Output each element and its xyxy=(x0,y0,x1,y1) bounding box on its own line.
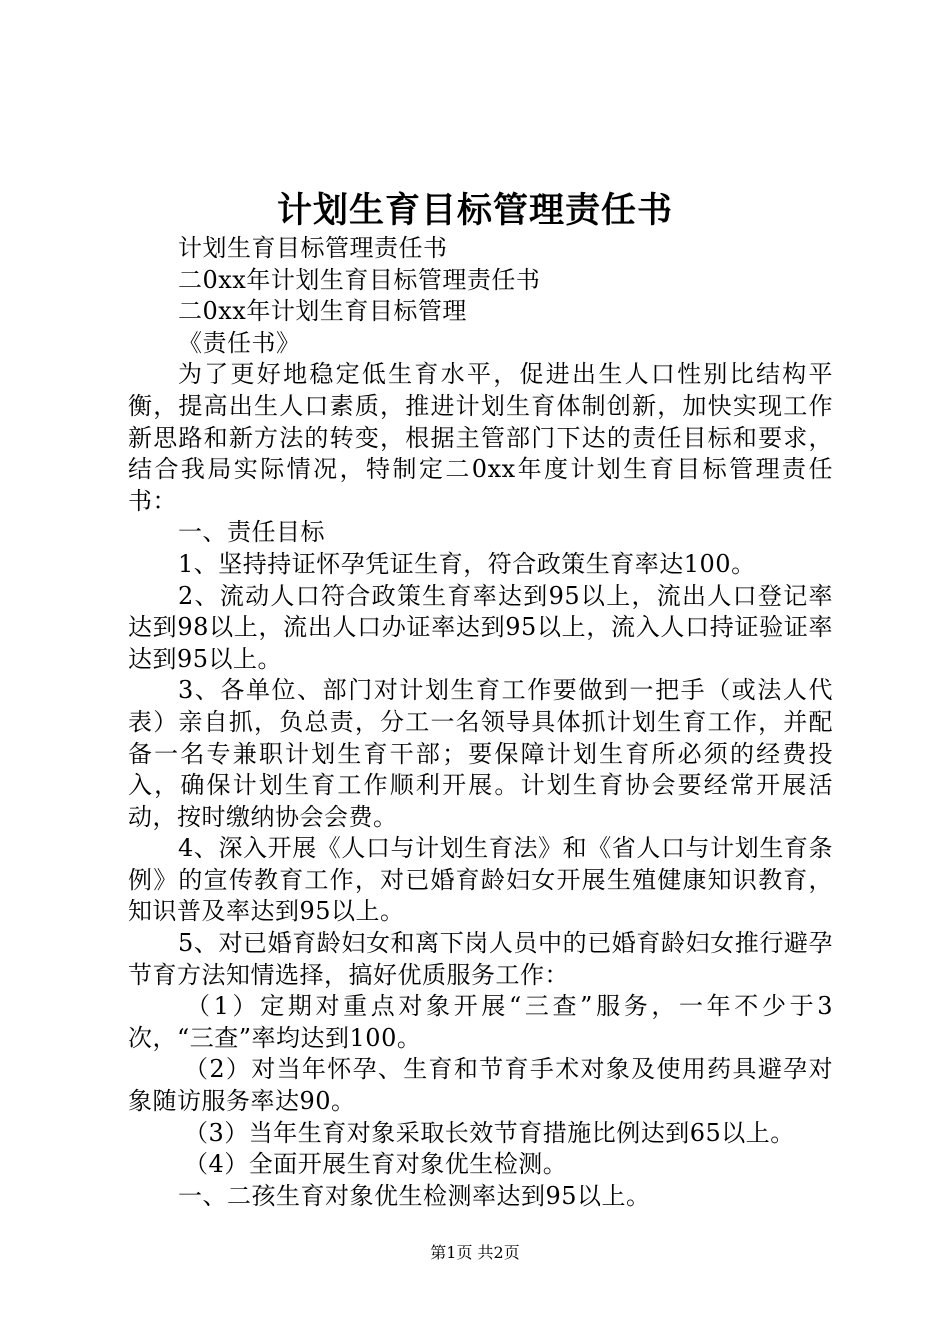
paragraph-detail: 一、二孩生育对象优生检测率达到95以上。 xyxy=(178,1181,651,1210)
paragraph-item-2: 2、流动人口符合政策生育率达到95以上，流出人口登记率达到98以上，流出人口办证率达到95以上，流入人口持证验证率达到95以上。 xyxy=(128,581,833,673)
paragraph-subitem-3: （3）当年生育对象采取长效节育措施比例达到65以上。 xyxy=(184,1118,795,1147)
paragraph-subitem-2: （2）对当年怀孕、生育和节育手术对象及使用药具避孕对象随访服务率达90。 xyxy=(128,1055,833,1116)
paragraph-subtitle-4: 《责任书》 xyxy=(178,328,301,357)
paragraph-intro: 为了更好地稳定低生育水平，促进出生人口性别比结构平衡，提高出生人口素质，推进计划生育体制创新，加快实现工作新思路和新方法的转变，根据主管部门下达的责任目标和要求，结合我局实际情况，特制定二0xx年度计划生育目标管理责任书： xyxy=(128,360,833,515)
paragraph-subtitle-2: 二0xx年计划生育目标管理责任书 xyxy=(178,265,541,294)
paragraph-item-5: 5、对已婚育龄妇女和离下岗人员中的已婚育龄妇女推行避孕节育方法知情选择，搞好优质服务工作： xyxy=(128,929,833,989)
paragraph-item-3: 3、各单位、部门对计划生育工作要做到一把手（或法人代表）亲自抓，负总责，分工一名领导具体抓计划生育工作，并配备一名专兼职计划生育干部；要保障计划生育所必须的经费投入，确保计划生育工作顺利开展。计划生育协会要经常开展活动，按时缴纳协会会费。 xyxy=(128,676,833,831)
paragraph-item-4: 4、深入开展《人口与计划生育法》和《省人口与计划生育条例》的宣传教育工作，对已婚育龄妇女开展生殖健康知识教育，知识普及率达到95以上。 xyxy=(128,834,833,926)
document-title: 计划生育目标管理责任书 xyxy=(276,191,673,231)
paragraph-subitem-1: （1）定期对重点对象开展“三查”服务，一年不少于3次，“三查”率均达到100。 xyxy=(128,992,833,1052)
paragraph-subtitle-3: 二0xx年计划生育目标管理 xyxy=(178,297,467,326)
paragraph-item-1: 1、坚持持证怀孕凭证生育，符合政策生育率达100。 xyxy=(178,549,756,578)
paragraph-subtitle-1: 计划生育目标管理责任书 xyxy=(178,234,448,262)
paragraph-subitem-4: （4）全面开展生育对象优生检测。 xyxy=(184,1150,568,1179)
document-body xyxy=(128,233,833,1212)
page-footer: 第1页 共2页 xyxy=(430,1243,520,1262)
section-heading: 一、责任目标 xyxy=(178,518,325,547)
